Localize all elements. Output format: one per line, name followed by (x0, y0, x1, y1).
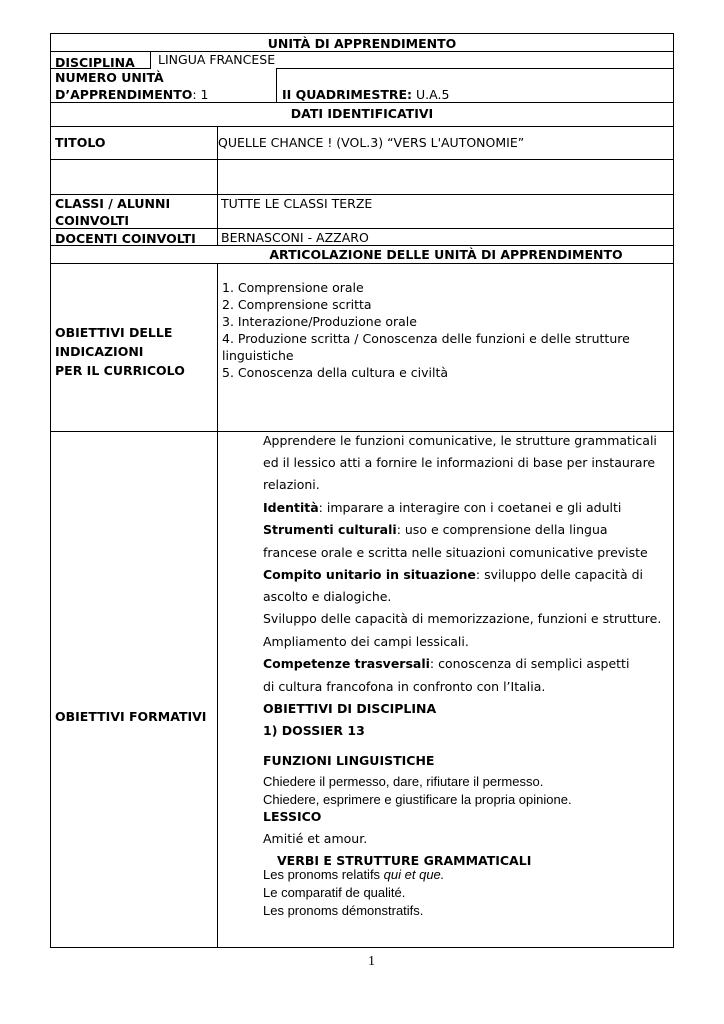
competenze-line-2: di cultura francofona in confronto con l’Italia. (263, 679, 546, 694)
strumenti-line (263, 522, 608, 537)
lessico-value: Amitié et amour. (263, 831, 368, 846)
dossier-heading: 1) DOSSIER 13 (263, 723, 365, 738)
quadrimestre-row (282, 87, 449, 102)
competenze-line (263, 656, 629, 671)
compito-bold: Compito unitario in situazione (263, 567, 476, 582)
compito-line-2: ascolto e dialogiche. (263, 589, 392, 604)
indicazioni-item: linguistiche (222, 348, 294, 363)
obiettivi-indicazioni-label-2: INDICAZIONI (55, 344, 144, 359)
verbi-title: VERBI E STRUTTURE GRAMMATICALI (277, 853, 532, 868)
lessico-title: LESSICO (263, 809, 322, 824)
indicazioni-item: 3. Interazione/Produzione orale (222, 314, 417, 329)
obiettivi-disciplina-title: OBIETTIVI DI DISCIPLINA (263, 701, 437, 716)
pronoms-text: Les pronoms relatifs (263, 867, 384, 882)
disciplina-label: DISCIPLINA (55, 55, 135, 70)
obiettivi-indicazioni-label-1: OBIETTIVI DELLE (55, 325, 173, 340)
obiettivi-indicazioni-label-3: PER IL CURRICOLO (55, 363, 185, 378)
classi-value: TUTTE LE CLASSI TERZE (221, 196, 373, 211)
funzione-item: Chiedere il permesso, dare, rifiutare il permesso. (263, 774, 544, 789)
articolazione-title: ARTICOLAZIONE DELLE UNITÀ DI APPRENDIMENTO (269, 247, 623, 262)
competenze-bold: Competenze trasversali (263, 656, 430, 671)
ampliamento-line: Ampliamento dei campi lessicali. (263, 634, 469, 649)
funzioni-title: FUNZIONI LINGUISTICHE (263, 753, 435, 768)
quadrimestre-value: U.A.5 (412, 87, 450, 102)
numero-row (55, 87, 209, 102)
indicazioni-item: 4. Produzione scritta / Conoscenza delle funzioni e delle strutture (222, 331, 630, 346)
document-title: UNITÀ DI APPRENDIMENTO (267, 36, 457, 51)
classi-label-line2: COINVOLTI (55, 213, 130, 228)
numero-label-line2: D’APPRENDIMENTO (55, 87, 193, 102)
identita-line (263, 500, 621, 515)
numero-value: : 1 (192, 87, 209, 102)
docenti-label: DOCENTI COINVOLTI (55, 231, 196, 246)
demonstratifs-line: Les pronoms démonstratifs. (263, 903, 424, 918)
quadrimestre-label: II QUADRIMESTRE: (282, 87, 413, 102)
dati-identificativi-title: DATI IDENTIFICATIVI (290, 106, 434, 121)
titolo-label: TITOLO (55, 135, 106, 150)
intro-line: Apprendere le funzioni comunicative, le strutture grammaticali (263, 433, 657, 448)
titolo-value: QUELLE CHANCE ! (VOL.3) “VERS L'AUTONOMIE” (218, 135, 525, 150)
funzione-item: Chiedere, esprimere e giustificare la propria opinione. (263, 792, 572, 807)
pronoms-italic: qui et que. (383, 867, 445, 882)
classi-label-line1: CLASSI / ALUNNI (55, 196, 171, 211)
compito-text: : sviluppo delle capacità di (475, 567, 644, 582)
identita-bold: Identità (263, 500, 319, 515)
compito-line (263, 567, 643, 582)
intro-line: ed il lessico atti a fornire le informazioni di base per instaurare (263, 455, 656, 470)
pronoms-line (263, 867, 444, 882)
identita-text: : imparare a interagire con i coetanei e gli adulti (318, 500, 622, 515)
indicazioni-item: 5. Conoscenza della cultura e civiltà (222, 365, 449, 380)
strumenti-bold: Strumenti culturali (263, 522, 397, 537)
numero-label-line1: NUMERO UNITÀ (55, 70, 164, 85)
strumenti-line-2: francese orale e scritta nelle situazioni comunicative previste (263, 545, 648, 560)
competenze-text: : conoscenza di semplici aspetti (429, 656, 630, 671)
sviluppo-line: Sviluppo delle capacità di memorizzazione, funzioni e strutture. (263, 611, 662, 626)
intro-line: relazioni. (263, 477, 320, 492)
page-number: 1 (368, 954, 375, 969)
disciplina-value: LINGUA FRANCESE (158, 52, 276, 67)
obiettivi-formativi-label: OBIETTIVI FORMATIVI (55, 709, 207, 724)
comparatif-line: Le comparatif de qualité. (263, 885, 406, 900)
indicazioni-item: 2. Comprensione scritta (222, 297, 372, 312)
docenti-value: BERNASCONI - AZZARO (221, 230, 369, 245)
strumenti-text: : uso e comprensione della lingua (396, 522, 608, 537)
indicazioni-item: 1. Comprensione orale (222, 280, 364, 295)
